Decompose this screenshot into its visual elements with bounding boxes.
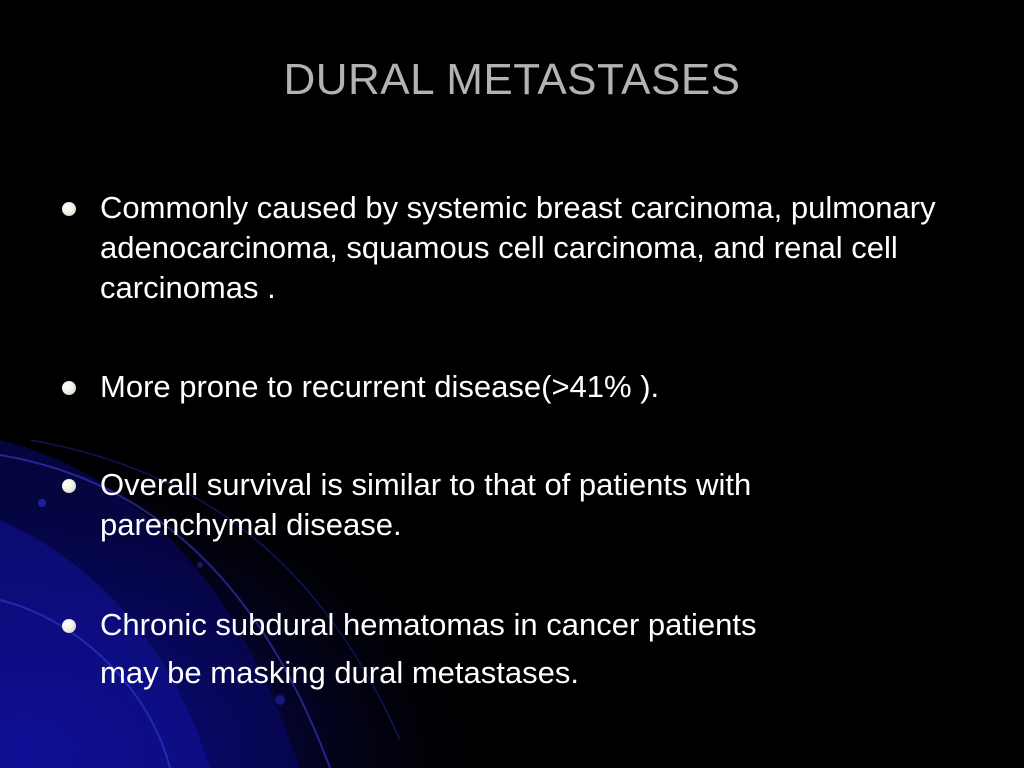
bullet-dot-icon [62, 619, 76, 633]
bullet-text: More prone to recurrent disease(>41% ). [100, 369, 660, 404]
bullet-dot-icon [62, 381, 76, 395]
bullet-dot-icon [62, 479, 76, 493]
slide-title: DURAL METASTASES [283, 55, 741, 104]
bullet-text: Overall survival is similar to that of patients with parenchymal disease. [100, 467, 752, 542]
bullet-text: Commonly caused by systemic breast carcinoma, pulmonary adenocarcinoma, squamous cell carcinoma, and renal cell carcinomas . [100, 190, 936, 305]
bullet-dot-icon [62, 202, 76, 216]
bullet-continuation-text: may be masking dural metastases. [100, 655, 579, 690]
bullet-text: Chronic subdural hematomas in cancer patients [100, 607, 757, 642]
